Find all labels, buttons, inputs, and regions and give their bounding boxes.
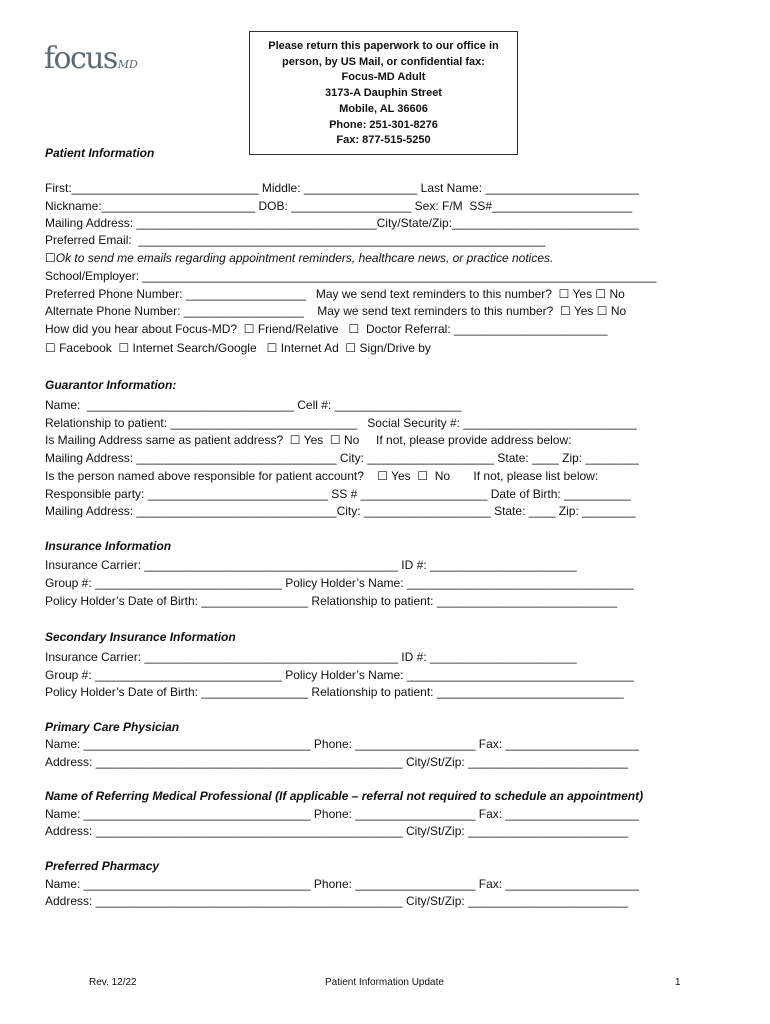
referral-source-checkboxes-2[interactable]: ☐ Facebook ☐ Internet Search/Google ☐ Internet Ad ☐ Sign/Drive by [45,341,431,355]
focus-md-logo [44,41,138,76]
address-line: Fax: 877-515-5250 [336,134,431,147]
footer-title: Patient Information Update [325,977,444,988]
pharmacy-name-phone-fax-fields[interactable]: Name: __________________________________ Phone: __________________ Fax: ____________________ [45,877,639,891]
secondary-carrier-id-fields[interactable]: Insurance Carrier: ______________________________________ ID #: ______________________ [45,650,577,664]
patient-section-header: Patient Information [45,146,155,160]
guarantor-relationship-ss-fields[interactable]: Relationship to patient: ____________________________ Social Security #: __________________________ [45,416,637,430]
address-line: 3173-A Dauphin Street [325,87,442,100]
footer-page-number: 1 [675,977,681,988]
responsible-address-fields[interactable]: Mailing Address: ______________________________City: ___________________ State: ____ Zip: ________ [45,504,636,518]
responsible-party-fields[interactable]: Responsible party: ___________________________ SS # ___________________ Date of Birth: __________ [45,487,631,501]
insurance-section-header: Insurance Information [45,539,172,553]
preferred-phone-field[interactable]: Preferred Phone Number: __________________ May we send text reminders to this number? ☐ Yes ☐ No [45,287,625,301]
referring-name-phone-fax-fields[interactable]: Name: __________________________________ Phone: __________________ Fax: ____________________ [45,807,639,821]
address-line: Mobile, AL 36606 [339,102,428,115]
logo-wordmark: focus [44,41,117,76]
secondary-insurance-section-header: Secondary Insurance Information [45,630,236,644]
pcp-name-phone-fax-fields[interactable]: Name: __________________________________ Phone: __________________ Fax: ____________________ [45,737,639,751]
insurance-group-holder-fields[interactable]: Group #: ____________________________ Policy Holder’s Name: __________________________________ [45,576,634,590]
address-line: Phone: 251-301-8276 [329,118,438,131]
patient-mailing-address-field[interactable]: Mailing Address: ____________________________________City/State/Zip:____________________________ [45,216,639,230]
pcp-section-header: Primary Care Physician [45,720,180,734]
pharmacy-address-fields[interactable]: Address: ______________________________________________ City/St/Zip: ________________________ [45,894,629,908]
address-line: person, by US Mail, or confidential fax: [282,55,485,68]
patient-nickname-dob-sex-ss-fields[interactable]: Nickname:_______________________ DOB: __________________ Sex: F/M SS#_____________________ [45,199,633,213]
referral-source-checkboxes[interactable]: How did you hear about Focus-MD? ☐ Friend/Relative ☐ Doctor Referral: _______________________ [45,322,608,336]
guarantor-name-cell-fields[interactable]: Name: _______________________________ Cell #: ___________________ [45,398,462,412]
referring-section-header: Name of Referring Medical Professional (If applicable – referral not required to schedule an appointment) [45,789,644,803]
secondary-holder-dob-fields[interactable]: Policy Holder’s Date of Birth: ________________ Relationship to patient: ____________________________ [45,685,624,699]
patient-employer-field[interactable]: School/Employer: _____________________________________________________________________________ [45,269,657,283]
address-line: Please return this paperwork to our office in [268,40,499,52]
referring-address-fields[interactable]: Address: ______________________________________________ City/St/Zip: ________________________ [45,824,629,838]
responsible-checkboxes[interactable]: Is the person named above responsible for patient account? ☐ Yes ☐ No If not, please list below: [45,469,599,483]
insurance-holder-dob-fields[interactable]: Policy Holder’s Date of Birth: ________________ Relationship to patient: ___________________________ [45,594,618,608]
pcp-address-fields[interactable]: Address: ______________________________________________ City/St/Zip: ________________________ [45,755,629,769]
same-address-checkboxes[interactable]: Is Mailing Address same as patient address? ☐ Yes ☐ No If not, please provide address below: [45,433,572,447]
patient-name-fields[interactable]: First:____________________________ Middle: _________________ Last Name: _______________________ [45,181,639,195]
email-consent-checkbox[interactable]: ☐Ok to send me emails regarding appointment reminders, healthcare news, or practice notices. [45,251,554,265]
pharmacy-section-header: Preferred Pharmacy [45,859,160,873]
patient-email-field[interactable]: Preferred Email: _____________________________________________________________ [45,233,546,247]
secondary-group-holder-fields[interactable]: Group #: ____________________________ Policy Holder’s Name: __________________________________ [45,668,634,682]
footer-revision: Rev. 12/22 [89,977,137,988]
guarantor-section-header: Guarantor Information: [45,378,177,392]
logo-suffix: MD [117,58,138,71]
insurance-carrier-id-fields[interactable]: Insurance Carrier: ______________________________________ ID #: ______________________ [45,558,577,572]
alternate-phone-field[interactable]: Alternate Phone Number: __________________ May we send text reminders to this number? ☐ Yes ☐ No [45,304,627,318]
address-line: Focus-MD Adult [341,71,426,84]
return-address-box [249,31,518,155]
guarantor-address-fields[interactable]: Mailing Address: ______________________________ City: ___________________ State: ____ Zip: ________ [45,451,639,465]
